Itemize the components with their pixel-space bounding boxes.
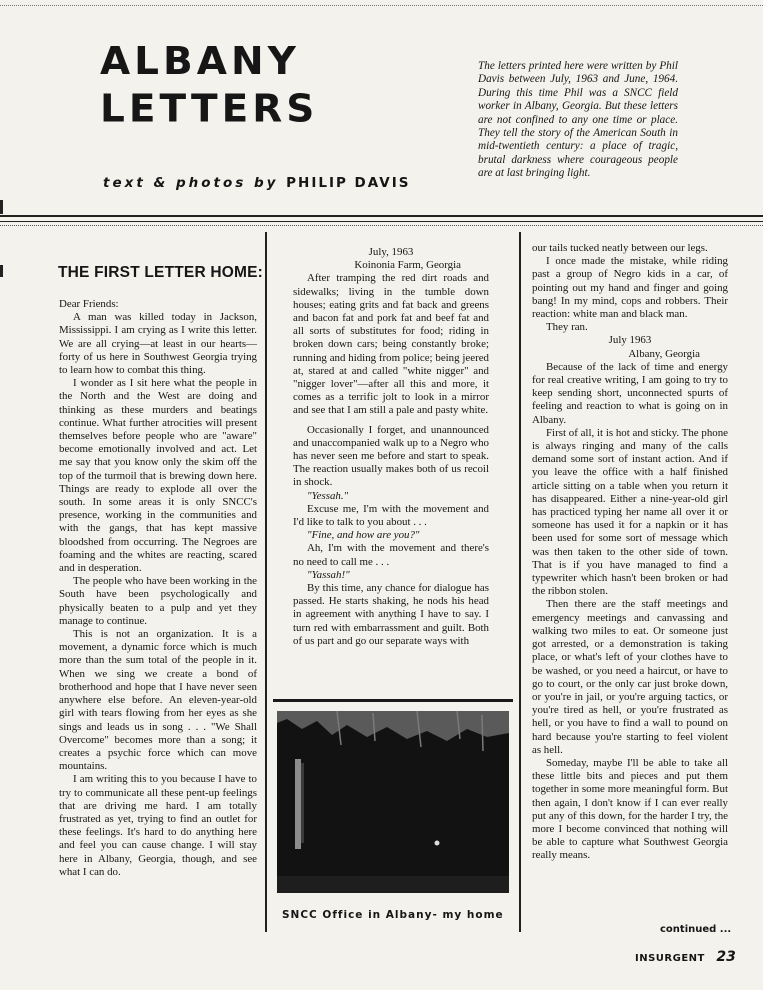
header-rule-dotted — [0, 225, 763, 226]
paragraph: July, 1963 — [368, 246, 414, 258]
paragraph: our tails tucked neatly between our legs. — [532, 242, 708, 254]
paragraph: I once made the mistake, while riding past a group of Negro kids in a car, of pointing out my hand and finger and going bang! In my mind, cops and robbers. Their reaction: white man and black man. — [532, 255, 728, 321]
paragraph: A man was killed today in Jackson, Mississippi. I am crying as I write this letter. We are all crying—at least in our hearts—forty of us here in Southwest Georgia trying to learn how to combat this thing. — [59, 311, 257, 377]
paragraph: Albany, Georgia — [628, 347, 700, 360]
paragraph: "Fine, and how are you?" — [307, 529, 420, 542]
column-3 — [532, 242, 728, 863]
paragraph: "Yessah." — [307, 489, 349, 502]
column-divider — [519, 232, 521, 932]
page-folio — [635, 946, 736, 965]
paragraph: Because of the lack of time and energy for real creative writing, I am going to try to keep sending short, unconnected spurts of feeling and reaction to what is going on in Albany. — [532, 360, 728, 426]
paragraph: By this time, any chance for dialogue has passed. He starts shaking, he nods his head in agreement with anything I have to say. I turn red with embarrassment and guilt. Both of us part and go our separate ways with — [293, 582, 489, 647]
paragraph: Then there are the staff meetings and emergency meetings and canvassing and walking two miles to eat. Or someone just got arrested, or a demonstration is taking place, or what's left of your clothes have to be washed, or you need a haircut, or have to go to court, or the only car just broke down, or you're in jail, or you're arguing tactics, or you're tired as hell, or you're frustrated as hell, or you have to find a wall to pound on hard because you're starting to feel violent as hell. — [532, 598, 728, 756]
photo-caption: SNCC Office in Albany- my home — [282, 909, 504, 921]
article-title — [100, 39, 318, 133]
paragraph: They ran. — [546, 321, 588, 334]
office-photo — [277, 711, 509, 893]
photo-top-rule — [273, 699, 513, 702]
paragraph: "Yassah!" — [307, 568, 350, 581]
paragraph: I am writing this to you because I have to try to communicate all these pent-up feelings that are driving me hard. I am totally frustrated as yet, trying to find an outlet for these feelings. It's hard to do anything here and feel you can cause change. I will stay here in Albany, Georgia, though, and see what I can do. — [59, 773, 257, 878]
header-rule-thick — [0, 215, 763, 217]
column-2 — [293, 246, 489, 648]
paragraph: Dear Friends: — [59, 298, 119, 310]
top-dotted-rule — [0, 5, 763, 6]
margin-tick — [0, 265, 3, 277]
paragraph: July 1963 — [608, 334, 652, 347]
photo-frame — [273, 699, 513, 911]
intro-paragraph: The letters printed here were written by Phil Davis between July, 1963 and June, 1964. During this time Phil was a SNCC field worker in Albany, Georgia. But these letters are not confined to any one time or place. They tell the story of the American South in mid-twentieth century: a place of tragic, brutal darkness where courageous people are at last bringing light. — [478, 60, 678, 180]
section-heading: THE FIRST LETTER HOME: — [58, 264, 264, 281]
byline — [103, 175, 411, 191]
page-number: 23 — [716, 949, 736, 965]
magazine-name: INSURGENT — [635, 953, 705, 964]
paragraph: I wonder as I sit here what the people in the North and the West are doing and thinking as these murders and beatings continue. What further atrocities will present themselves before people who are "aware" become emotionally involved and act. Let me say that you know only the skim off the top of the turmoil that is brewing down here. Things are ready to explode all over the south. In some areas it is only SNCC's presence, working in the communities and with the gangs, that has kept massive bloodshed from occurring. The Negroes are foaming and the whites are reacting, scared and in desperation. — [59, 377, 257, 575]
continued-marker: continued ... — [660, 924, 732, 935]
column-1 — [59, 298, 257, 879]
paragraph: Koinonia Farm, Georgia — [354, 259, 461, 272]
title-line-2: LETTERS — [100, 86, 319, 132]
paragraph: This is not an organization. It is a movement, a dynamic force which is much more than the sum total of the people in it. When we sing we create a bond of brotherhood and hope that I have never seen anywhere else before. An eleven-year-old girl with tears flowing from her eyes as she sings and leads us in song . . . "We Shall Overcome" becomes more than a song; it creates a psychic force which can move mountains. — [59, 628, 257, 773]
header-rule-thin — [0, 221, 763, 222]
office-photo-graphic — [277, 711, 509, 893]
paragraph: Occasionally I forget, and unannounced and unaccompanied walk up to a Negro who has never seen me before and start to speak. The reaction usually makes both of us recoil in shock. — [293, 423, 489, 489]
byline-prefix: text & photos by — [103, 175, 279, 191]
column-divider — [265, 232, 267, 932]
paragraph: First of all, it is hot and sticky. The phone is always ringing and many of the calls demand some sort of instant action. And if you leave the office with a half finished article sitting on a table when you return it has disappeared. Either a nine-year-old girl has practiced typing her name all over it or someone has used it for a napkin or it has been used for some sort of message which was then taken to the other side of town. That is if you have managed to find a typewriter which hasn't been broken or had the ribbon stolen. — [532, 426, 728, 598]
paragraph: After tramping the red dirt roads and sidewalks; living in the tumble down houses; eating grits and fat back and greens and bacon fat and pork fat and beef fat and all sorts of substitutes for food; riding in broken down cars; being constantly broke; running and hiding from police; being jeered at, stared at and called "white nigger" and "nigger lover"—after all this and more, it comes as a terrific jolt to look in a mirror and see that I am still a pale and pasty white. — [293, 272, 489, 417]
paragraph: The people who have been working in the South have been psychologically and physically beaten to a pulp and yet they manage to continue. — [59, 575, 257, 627]
margin-tick — [0, 200, 3, 214]
paragraph: Excuse me, I'm with the movement and I'd like to talk to you about . . . — [293, 502, 489, 529]
byline-author: PHILIP DAVIS — [286, 175, 411, 191]
paragraph: Someday, maybe I'll be able to take all these little bits and pieces and put them together in some more meaningful form. But then again, I don't know if I can ever really put any of this down, for the harder I try, the more I become convinced that nothing will be able to capture what Southwest Georgia really means. — [532, 756, 728, 862]
title-line-1: ALBANY — [100, 39, 300, 85]
paragraph: Ah, I'm with the movement and there's no need to call me . . . — [293, 542, 489, 568]
